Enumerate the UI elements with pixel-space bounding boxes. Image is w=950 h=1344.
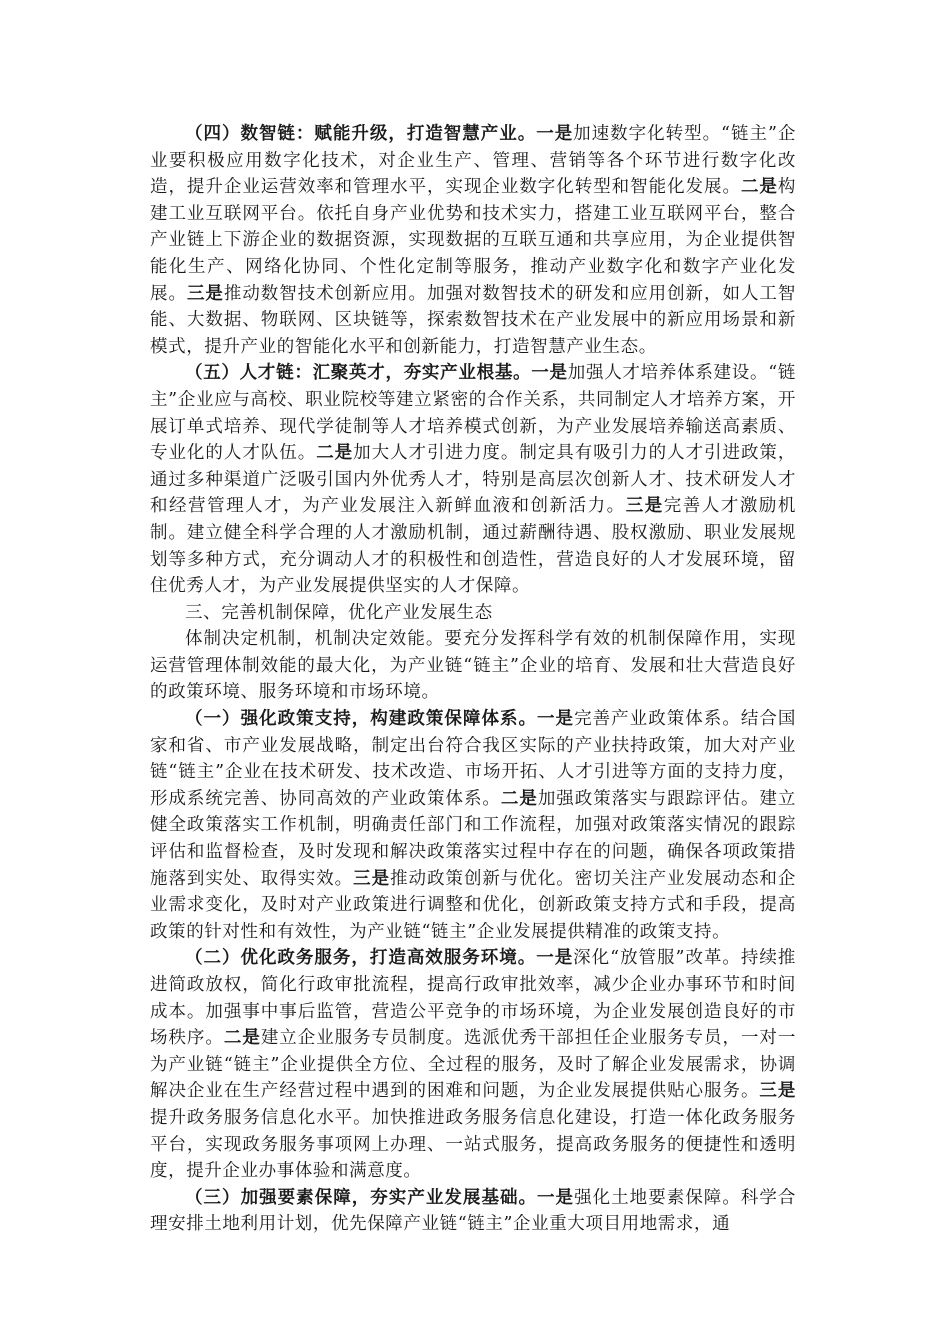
point-label: 一是 bbox=[536, 124, 574, 144]
point-text: 加强政策落实与跟踪评估。建立健全政策落实工作机制，明确责任部门和工作流程，加强对政策落实情况的跟踪评估和监督检查，及时发现和解决政策落实过程中存在的问题，确保各项政策措施落到实处、取得实效。 bbox=[150, 788, 796, 889]
point-text: 构建工业互联网平台。依托自身产业优势和技术实力，搭建工业互联网平台，整合产业链上下游企业的数据资源，实现数据的互联互通和共享应用，为企业提供智能化生产、网络化协同、个性化定制等服务，推动产业数字化和数字产业化发展。 bbox=[150, 177, 796, 304]
point-text: 提升政务服务信息化水平。加快推进政务服务信息化建设，打造一体化政务服务平台，实现政务服务事项网上办理、一站式服务，提高政务服务的便捷性和透明度，提升企业办事体验和满意度。 bbox=[150, 1107, 796, 1182]
paragraph-factor-support bbox=[150, 1185, 796, 1238]
point-label: 三是 bbox=[759, 1081, 796, 1102]
paragraph-title: （一）强化政策支持，构建政策保障体系。 bbox=[185, 709, 538, 730]
point-label: 三是 bbox=[353, 868, 391, 889]
point-label: 三是 bbox=[625, 496, 664, 517]
point-label: 二是 bbox=[740, 177, 778, 198]
point-text: 推动数智技术创新应用。加强对数智技术的研发和应用创新，如人工智能、大数据、物联网、区块链等，探索数智技术在产业发展中的新应用场景和新模式，提升产业的智能化水平和创新能力，打造智慧产业生态。 bbox=[150, 283, 796, 357]
paragraph-title: （二）优化政务服务，打造高效服务环境。 bbox=[185, 948, 537, 969]
point-text: 建立企业服务专员制度。选派优秀干部担任企业服务专员，一对一为产业链“链主”企业提供全方位、全过程的服务，及时了解企业发展需求，协调解决企业在生产经营过程中遇到的困难和问题，为企业发展提供贴心服务。 bbox=[150, 1028, 796, 1102]
point-text: 加大人才引进力度。制定具有吸引力的人才引进政策，通过多种渠道广泛吸引国内外优秀人才，特别是高层次创新人才、技术研发人才和经营管理人才，为产业发展注入新鲜血液和创新活力。 bbox=[150, 443, 796, 517]
point-text: 加强人才培养体系建设。“链主”企业应与高校、职业院校等建立紧密的合作关系，共同制定人才培养方案，开展订单式培养、现代学徒制等人才培养模式创新，为产业发展培养输送高素质、专业化的人才队伍。 bbox=[150, 363, 797, 464]
paragraph-title: （五）人才链：汇聚英才，夯实产业根基。 bbox=[185, 363, 532, 384]
document-body bbox=[150, 121, 796, 1238]
point-label: 一是 bbox=[536, 948, 574, 969]
paragraph-gov-service bbox=[150, 945, 796, 1184]
point-label: 三是 bbox=[186, 283, 224, 304]
point-text: 深化“放管服”改革。持续推进简政放权，简化行政审批流程，提高行政审批效率，减少企业办事环节和时间成本。加强事中事后监管，营造公平竞争的市场环境，为企业发展创造良好的市场秩序。 bbox=[150, 948, 796, 1049]
paragraph-title: （三）加强要素保障，夯实产业发展基础。 bbox=[185, 1187, 538, 1208]
point-text: 完善产业政策体系。结合国家和省、市产业发展战略，制定出台符合我区实际的产业扶持政策，加大对产业链“链主”企业在技术研发、技术改造、市场开拓、人才引进等方面的支持力度，形成系统完善、协同高效的产业政策体系。 bbox=[150, 709, 796, 809]
point-text: 加速数字化转型。“链主”企业要积极应用数字化技术，对企业生产、管理、营销等各个环节进行数字化改造，提升企业运营效率和管理水平，实现企业数字化转型和智能化发展。 bbox=[150, 124, 796, 198]
section-intro: 体制决定机制，机制决定效能。要充分发挥科学有效的机制保障作用，实现运营管理体制效能的最大化，为产业链“链主”企业的培育、发展和壮大营造良好的政策环境、服务环境和市场环境。 bbox=[150, 629, 796, 703]
point-text: 推动政策创新与优化。密切关注产业发展动态和企业需求变化，及时对产业政策进行调整和优化，创新政策支持方式和手段，提高政策的针对性和有效性，为产业链“链主”企业发展提供精准的政策支持。 bbox=[150, 868, 796, 942]
section-heading: 三、完善机制保障，优化产业发展生态 bbox=[185, 602, 493, 623]
point-label: 一是 bbox=[531, 363, 568, 384]
point-label: 二是 bbox=[223, 1028, 261, 1049]
point-label: 一是 bbox=[537, 1187, 575, 1208]
paragraph-title: （四）数智链：赋能升级，打造智慧产业。 bbox=[185, 124, 537, 144]
point-label: 二是 bbox=[500, 788, 538, 809]
paragraph-talent-chain bbox=[150, 360, 796, 599]
point-text: 完善人才激励机制。建立健全科学合理的人才激励机制，通过薪酬待遇、股权激励、职业发展规划等多种方式，充分调动人才的积极性和创造性，营造良好的人才发展环境，留住优秀人才，为产业发展提供坚实的人才保障。 bbox=[150, 496, 797, 597]
point-text: 强化土地要素保障。科学合理安排土地利用计划，优先保障产业链“链主”企业重大项目用地需求，通 bbox=[150, 1187, 796, 1235]
point-label: 二是 bbox=[316, 443, 354, 464]
paragraph-policy-support bbox=[150, 706, 796, 945]
paragraph-digital-chain bbox=[150, 121, 796, 360]
point-label: 一是 bbox=[537, 709, 575, 730]
